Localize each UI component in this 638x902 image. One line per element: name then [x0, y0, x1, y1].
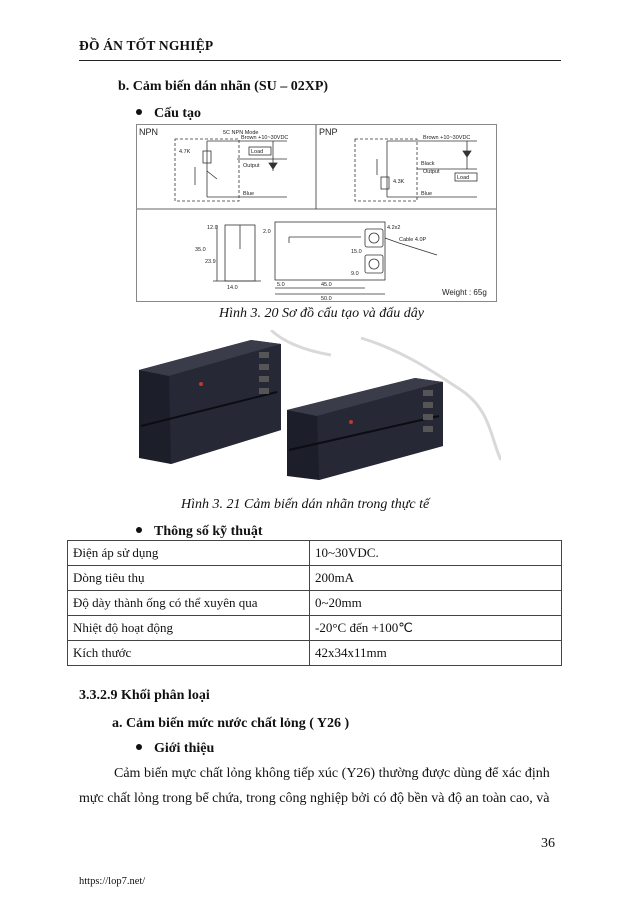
- header-rule: [79, 60, 561, 61]
- table-row: [68, 566, 562, 591]
- dim-4-2x2: 4.2x2: [387, 225, 401, 231]
- bullet-structure: [136, 106, 201, 122]
- npn-resistor-label: 4.7K: [179, 149, 191, 155]
- table-row: [68, 591, 562, 616]
- spec-label: Độ dày thành ống có thể xuyên qua: [68, 591, 310, 616]
- spec-table: [67, 540, 562, 666]
- bullet-specs: [136, 524, 263, 540]
- npn-output-label: Output: [243, 163, 260, 169]
- wiring-dimension-figure: [136, 124, 497, 302]
- paragraph-line-1: Cảm biến mực chất lỏng không tiếp xúc (Y26) thường được dùng để xác định: [114, 766, 550, 781]
- dim-12: 12.0: [207, 225, 218, 231]
- dim-50: 50.0: [321, 296, 332, 301]
- figure1-caption: Hình 3. 20 Sơ đồ cấu tạo và đấu dây: [219, 306, 425, 321]
- pnp-label: PNP: [319, 127, 338, 137]
- pnp-blue-label: Blue: [421, 191, 433, 197]
- npn-load-label: Load: [251, 149, 264, 155]
- section-b-heading: b. Cảm biến dán nhãn (SU – 02XP): [118, 79, 329, 94]
- spec-value: 200mA: [310, 566, 562, 591]
- pnp-resistor-label: 4.3K: [393, 179, 405, 185]
- side-view: [275, 222, 437, 294]
- bullet-structure-label: Cấu tạo: [154, 106, 202, 121]
- table-row: [68, 641, 562, 666]
- spec-label: Dòng tiêu thụ: [68, 566, 310, 591]
- sensor-right: [287, 378, 443, 480]
- npn-label: NPN: [139, 127, 159, 137]
- footer-url: https://lop7.net/: [79, 876, 146, 887]
- weight-label: Weight : 65g: [442, 288, 487, 297]
- npn-blue-label: Blue: [243, 191, 255, 197]
- spec-value: 42x34x11mm: [310, 641, 562, 666]
- pnp-load-label: Load: [457, 175, 470, 181]
- npn-mode-label: 5C NPN Mode: [223, 130, 259, 136]
- wiring-dimension-drawing: [137, 125, 496, 301]
- dim-2: 2.0: [263, 229, 271, 235]
- cable-label: Cable 4.0P: [399, 237, 427, 243]
- dim-23-9: 23.9: [205, 259, 216, 265]
- section-3329-heading: 3.3.2.9 Khối phân loại: [79, 688, 210, 703]
- bullet-dot-icon: [136, 744, 142, 750]
- dim-5: 5.0: [277, 282, 285, 288]
- table-row: [68, 541, 562, 566]
- sensor-photo: [131, 330, 501, 490]
- dim-45: 45.0: [321, 282, 332, 288]
- table-row: [68, 616, 562, 641]
- sensor-photo-drawing: [131, 330, 501, 490]
- pnp-circuit: [355, 139, 477, 201]
- spec-label: Nhiệt độ hoạt động: [68, 616, 310, 641]
- front-view: [213, 225, 261, 281]
- spec-label: Kích thước: [68, 641, 310, 666]
- pnp-output-label: Output: [423, 169, 440, 175]
- dim-15: 15.0: [351, 249, 362, 255]
- sub-heading-a: a. Cảm biến mức nước chất lỏng ( Y26 ): [112, 716, 350, 731]
- npn-circuit: [175, 139, 287, 201]
- npn-brown-label: Brown +10~30VDC: [241, 135, 289, 141]
- bullet-specs-label: Thông số kỹ thuật: [154, 524, 263, 539]
- bullet-dot-icon: [136, 527, 142, 533]
- spec-value: -20°C đến +100℃: [310, 616, 562, 641]
- pnp-black-label: Black: [421, 161, 435, 167]
- bullet-intro-label: Giới thiệu: [154, 741, 215, 756]
- pnp-brown-label: Brown +10~30VDC: [423, 135, 471, 141]
- spec-value: 10~30VDC.: [310, 541, 562, 566]
- dim-9: 9.0: [351, 271, 359, 277]
- page-number: 36: [541, 836, 555, 851]
- dim-14: 14.0: [227, 285, 238, 291]
- figure2-caption: Hình 3. 21 Cảm biến dán nhãn trong thực tế: [181, 497, 430, 512]
- paragraph-line-2: mực chất lỏng trong bể chứa, trong công nghiệp bởi có độ bền và độ an toàn cao, và: [79, 791, 550, 806]
- header-title: ĐỒ ÁN TỐT NGHIỆP: [79, 38, 214, 53]
- bullet-dot-icon: [136, 109, 142, 115]
- bullet-intro: [136, 741, 214, 757]
- sensor-left: [139, 340, 281, 464]
- spec-label: Điện áp sử dụng: [68, 541, 310, 566]
- spec-value: 0~20mm: [310, 591, 562, 616]
- dim-35: 35.0: [195, 247, 206, 253]
